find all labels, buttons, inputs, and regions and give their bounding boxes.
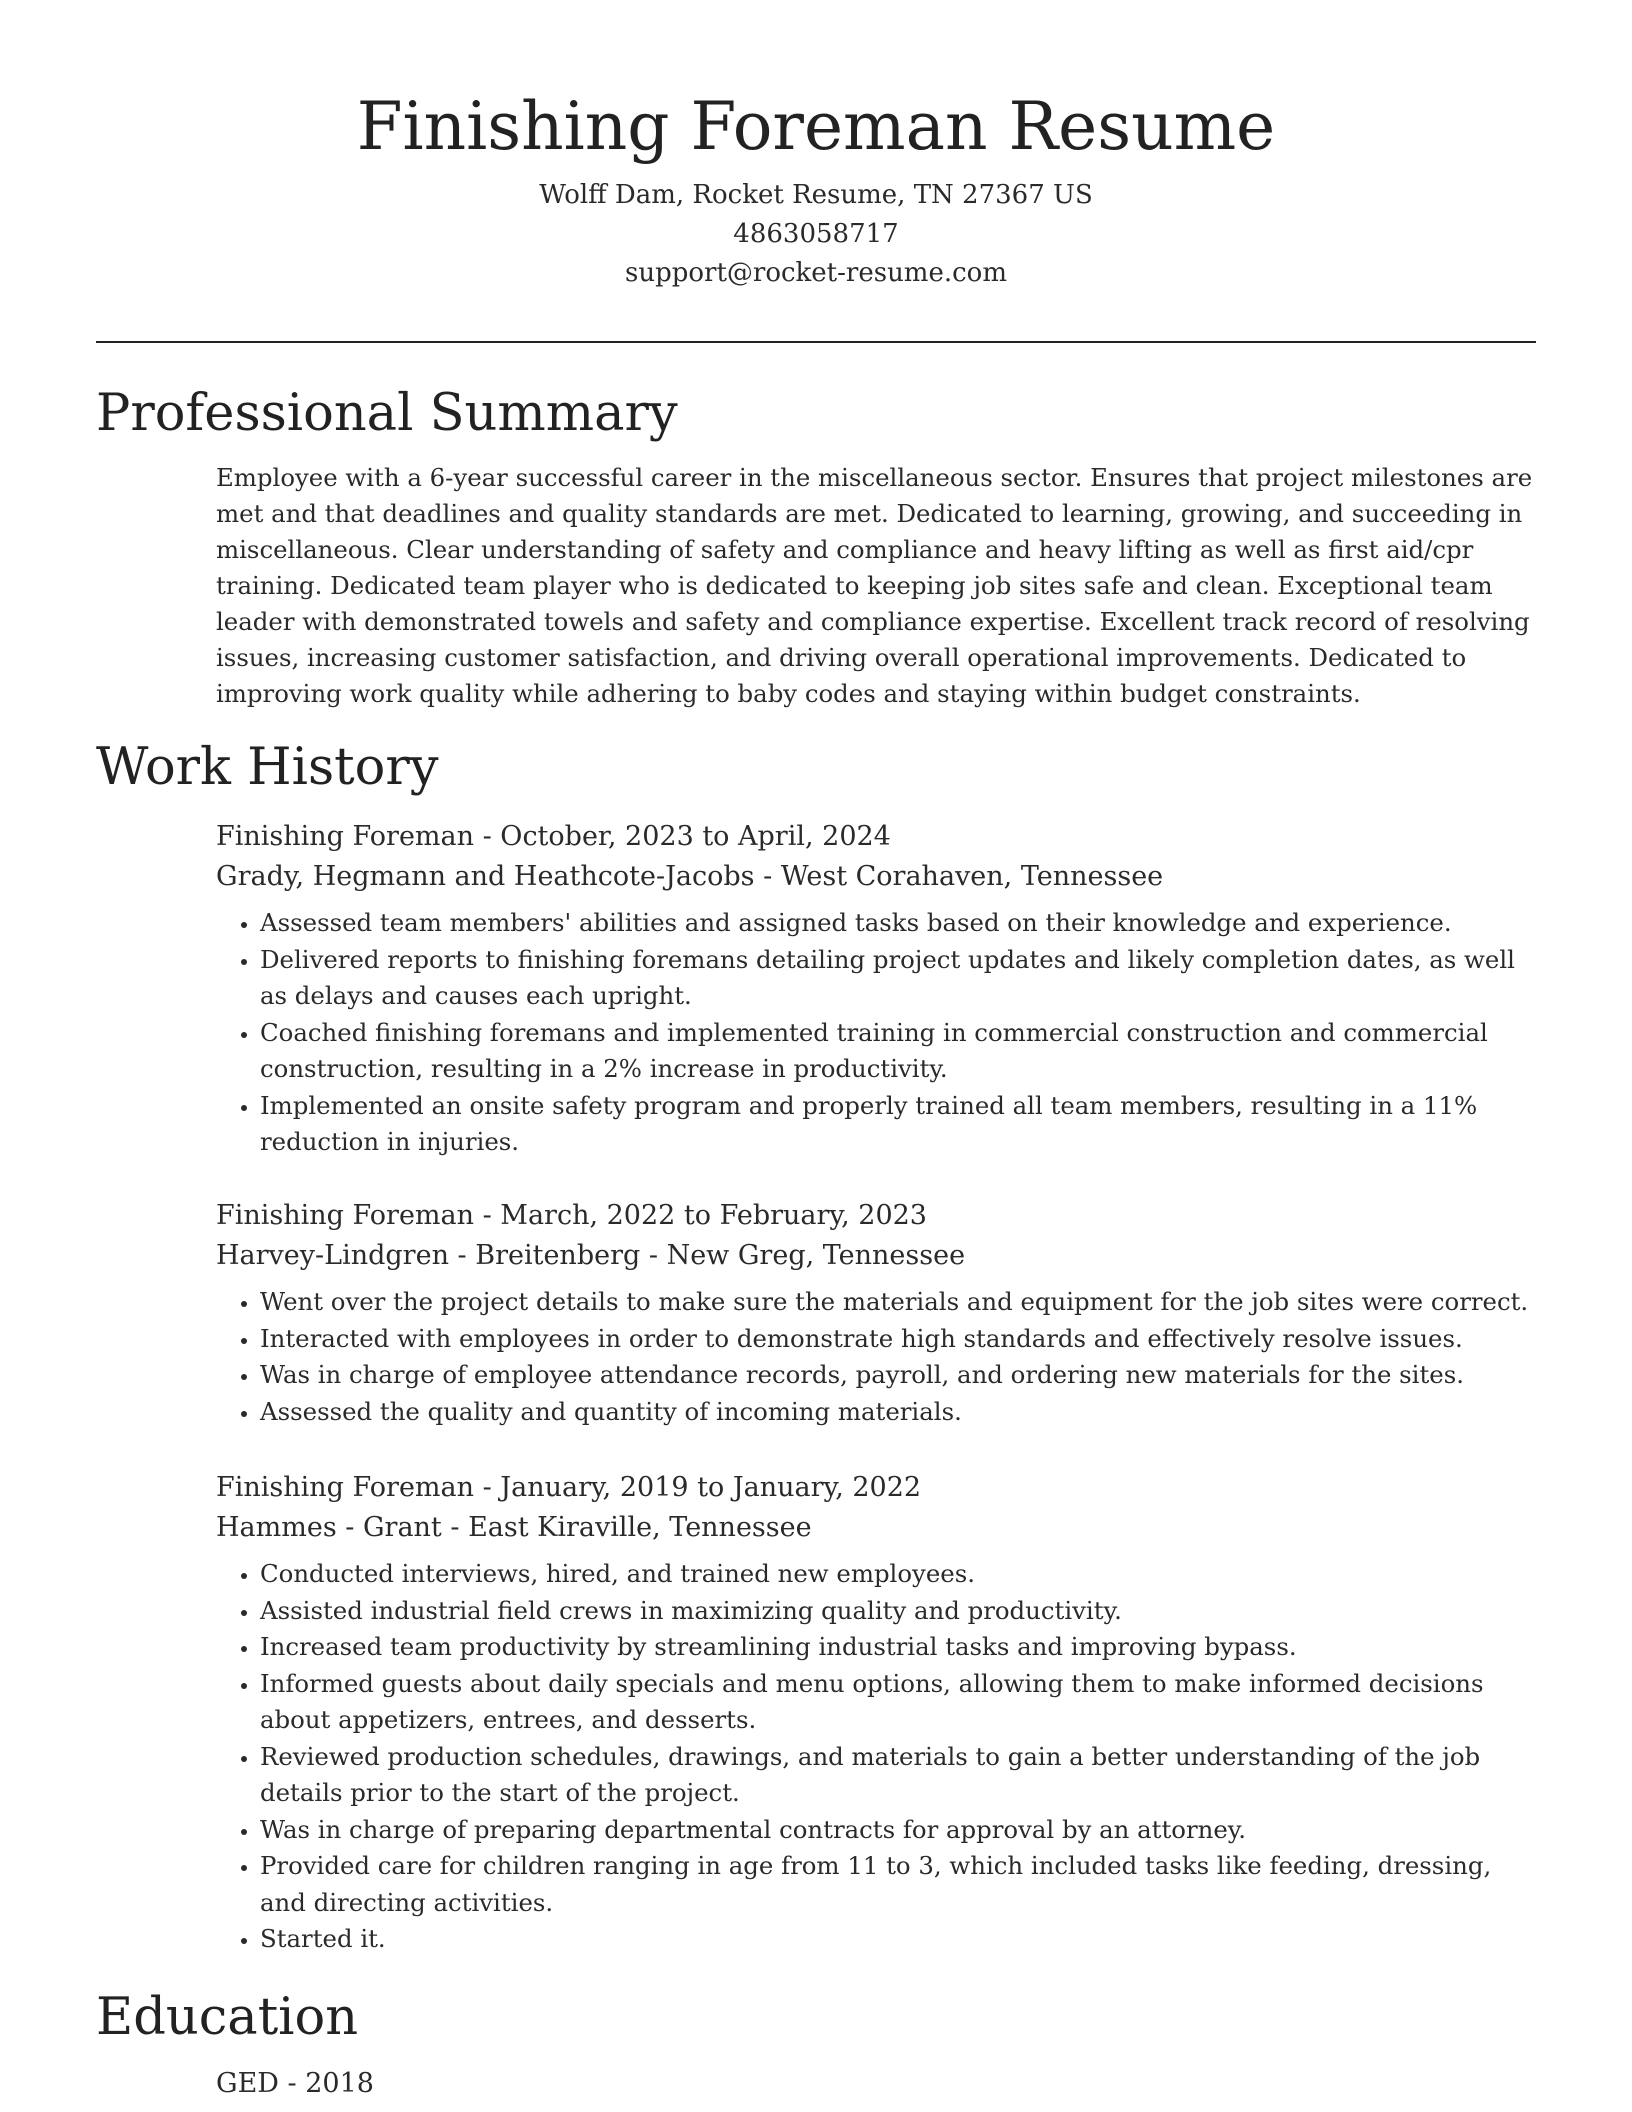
list-item: • Interacted with employees in order to demonstrate high standards and effectively resolve issues. [260, 1321, 1538, 1358]
list-item: • Conducted interviews, hired, and trained new employees. [260, 1556, 1538, 1593]
summary-text: Employee with a 6-year successful career in the miscellaneous sector. Ensures that project milestones are met and that deadlines and quality standards are met. Dedicated to learning, growing, and succeeding in miscellaneous. Clear understanding of safety and compliance and heavy lifting as well as first aid/cpr training. Dedicated team player who is dedicated to keeping job sites safe and clean. Exceptional team leader with demonstrated towels and safety and compliance expertise. Excellent track record of resolving issues, increasing customer satisfaction, and driving overall operational improvements. Dedicated to improving work quality while adhering to baby codes and staying within budget constraints. [216, 463, 1533, 708]
list-item: • Provided care for children ranging in age from 11 to 3, which included tasks like feeding, dressing, and directing activities. [260, 1848, 1538, 1921]
section-heading-education: Education [96, 1988, 359, 2047]
contact-address: Wolff Dam, Rocket Resume, TN 27367 US [539, 180, 1093, 210]
job-company-line: Grady, Hegmann and Heathcote-Jacobs - West Corahaven, Tennessee [216, 861, 1164, 892]
job-entry [216, 817, 1538, 1161]
education-line: GED - 2018 [216, 2068, 374, 2099]
list-item: • Informed guests about daily specials and menu options, allowing them to make informed decisions about appetizers, entrees, and desserts. [260, 1666, 1538, 1739]
job-company-line: Harvey-Lindgren - Breitenberg - New Greg, Tennessee [216, 1240, 966, 1271]
list-item: • Coached finishing foremans and implemented training in commercial construction and commercial construction, resulting in a 2% increase in productivity. [260, 1015, 1538, 1088]
job-title-line: Finishing Foreman - January, 2019 to January, 2022 [216, 1472, 922, 1503]
job-title-line: Finishing Foreman - March, 2022 to February, 2023 [216, 1200, 927, 1231]
list-item: • Assisted industrial field crews in maximizing quality and productivity. [260, 1593, 1538, 1630]
section-heading-work-history: Work History [96, 738, 439, 797]
list-item: • Was in charge of preparing departmental contracts for approval by an attorney. [260, 1812, 1538, 1849]
job-bullet-list [216, 905, 1538, 1161]
list-item: • Assessed team members' abilities and assigned tasks based on their knowledge and experience. [260, 905, 1538, 942]
job-title-line: Finishing Foreman - October, 2023 to April, 2024 [216, 821, 891, 852]
job-entry [216, 1196, 1538, 1430]
contact-phone: 4863058717 [733, 219, 899, 249]
education-entry [216, 2064, 1538, 2104]
job-company-line: Hammes - Grant - East Kiraville, Tennessee [216, 1512, 812, 1543]
resume-header [96, 86, 1536, 293]
job-entry [216, 1468, 1538, 1958]
header-divider [96, 341, 1536, 343]
list-item: • Went over the project details to make sure the materials and equipment for the job sites were correct. [260, 1284, 1538, 1321]
list-item: • Assessed the quality and quantity of incoming materials. [260, 1394, 1538, 1431]
list-item: • Increased team productivity by streamlining industrial tasks and improving bypass. [260, 1629, 1538, 1666]
job-bullet-list [216, 1284, 1538, 1430]
job-bullet-list [216, 1556, 1538, 1958]
list-item: • Implemented an onsite safety program and properly trained all team members, resulting in a 11% reduction in injuries. [260, 1088, 1538, 1161]
page-title: Finishing Foreman Resume [356, 88, 1276, 165]
list-item: • Delivered reports to finishing foremans detailing project updates and likely completion dates, as well as delays and causes each upright. [260, 942, 1538, 1015]
list-item: • Started it. [260, 1921, 1538, 1958]
contact-email: support@rocket-resume.com [624, 258, 1007, 288]
section-heading-summary: Professional Summary [96, 384, 678, 443]
list-item: • Reviewed production schedules, drawings, and materials to gain a better understanding of the job details prior to the start of the project. [260, 1739, 1538, 1812]
list-item: • Was in charge of employee attendance records, payroll, and ordering new materials for the sites. [260, 1357, 1538, 1394]
